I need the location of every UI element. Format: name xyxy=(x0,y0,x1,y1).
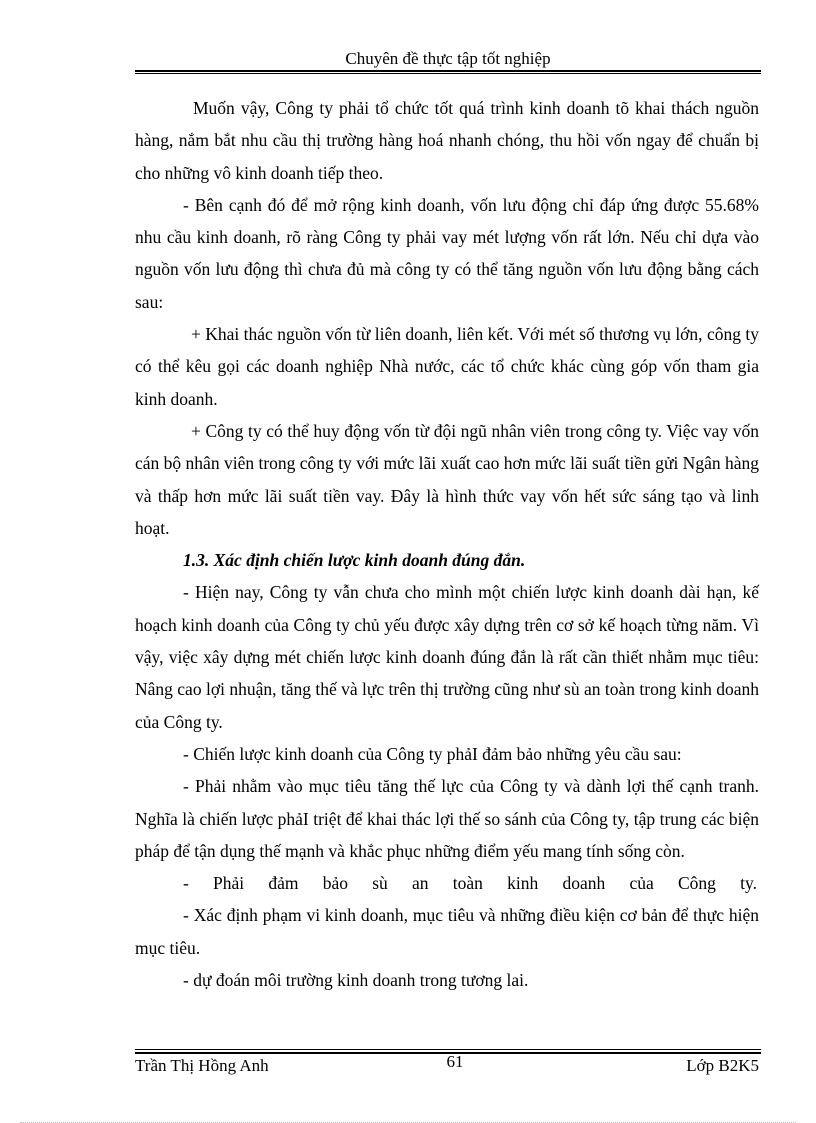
paragraph: - Phải nhằm vào mục tiêu tăng thế lực của Công ty và dành lợi thế cạnh tranh. Nghĩa là chiến lược phảI triệt để khai thác lợi thế so sánh của Công ty, tập trung các biện pháp để tận dụng thế mạnh và khắc phục những điểm yếu mang tính sống còn. xyxy=(135,776,759,861)
paragraph: + Khai thác nguồn vốn từ liên doanh, liên kết. Với mét số thương vụ lớn, công ty có thể kêu gọi các doanh nghiệp Nhà nước, các tổ chức khác cùng góp vốn tham gia kinh doanh. xyxy=(135,324,759,409)
paragraph: + Công ty có thể huy động vốn từ đội ngũ nhân viên trong công ty. Việc vay vốn cán bộ nhân viên trong công ty với mức lãi xuất cao hơn mức lãi suất tiền gửi Ngân hàng và thấp hơn mức lãi suất tiền vay. Đây là hình thức vay vốn hết sức sáng tạo và linh hoạt. xyxy=(135,420,759,538)
paragraph: - Bên cạnh đó để mở rộng kinh doanh, vốn lưu động chỉ đáp ứng được 55.68% nhu cầu kinh doanh, rõ ràng Công ty phải vay mét lượng vốn rất lớn. Nếu chỉ dựa vào nguồn vốn lưu động thì chưa đủ mà công ty có thể tăng nguồn vốn lưu động bằng cách sau: xyxy=(135,194,759,312)
document-body xyxy=(135,92,759,996)
paragraph: - Xác định phạm vi kinh doanh, mục tiêu và những điều kiện cơ bản để thực hiện mục tiêu. xyxy=(135,905,759,958)
paragraph: - Chiến lược kinh doanh của Công ty phảI đảm bảo những yêu cầu sau: xyxy=(183,743,682,764)
header-rule xyxy=(135,70,761,72)
paragraph: - dự đoán môi trường kinh doanh trong tương lai. xyxy=(183,970,529,991)
header-rule-thin xyxy=(135,73,761,74)
section-heading: 1.3. Xác định chiến lược kinh doanh đúng đắn. xyxy=(183,550,526,571)
paragraph: - Hiện nay, Công ty vẫn chưa cho mình một chiến lược kinh doanh dài hạn, kế hoạch kinh doanh của Công ty chủ yếu được xây dựng trên cơ sở kế hoạch từng năm. Vì vậy, việc xây dựng mét chiến lược kinh doanh đúng đắn là rất cần thiết nhằm mục tiêu: Nâng cao lợi nhuận, tăng thế và lực trên thị trường cũng như sù an toàn trong kinh doanh của Công ty. xyxy=(135,582,759,732)
header-title: Chuyên đề thực tập tốt nghiệp xyxy=(345,49,551,68)
paragraph: - Phải đảm bảo sù an toàn kinh doanh của Công ty. xyxy=(183,873,757,894)
footer-class-label: Lớp B2K5 xyxy=(686,1056,759,1075)
footer-rule-thin xyxy=(135,1049,761,1050)
footer-author: Trần Thị Hồng Anh xyxy=(135,1056,269,1075)
page-number: 61 xyxy=(446,1052,464,1071)
paragraph: Muốn vậy, Công ty phải tổ chức tốt quá trình kinh doanh tõ khai thách nguồn hàng, nắm bắt nhu cầu thị trường hàng hoá nhanh chóng, thu hồi vốn ngay để chuẩn bị cho những vô kinh doanh tiếp theo. xyxy=(135,98,759,183)
